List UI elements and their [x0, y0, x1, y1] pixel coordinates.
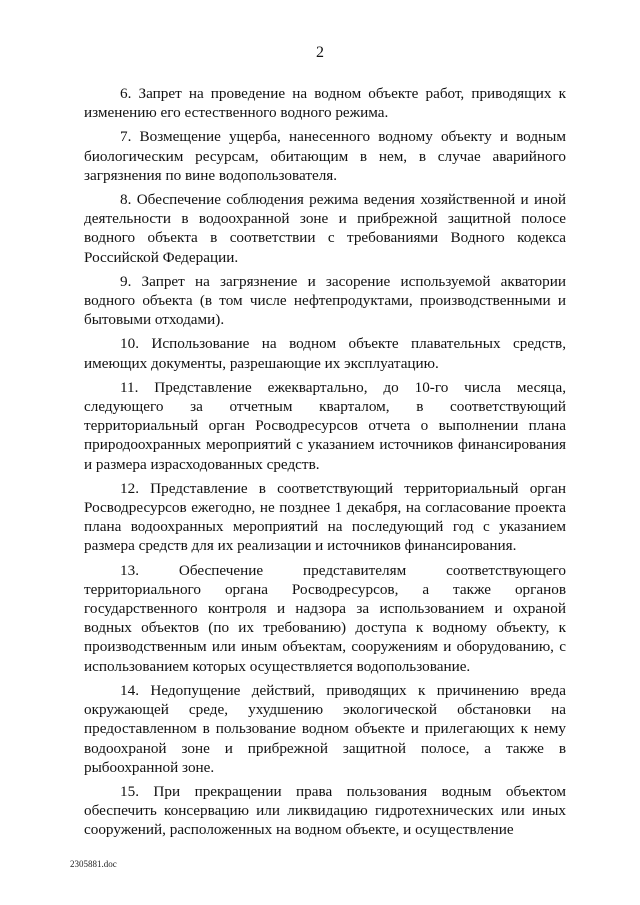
paragraph-10: 10. Использование на водном объекте плавательных средств, имеющих документы, разрешающие их эксплуатацию. [84, 335, 566, 372]
paragraph-7: 7. Возмещение ущерба, нанесенного водному объекту и водным биологическим ресурсам, обитающим в нем, в случае аварийного загрязнения по вине водопользователя. [84, 128, 566, 184]
paragraph-12: 12. Представление в соответствующий территориальный орган Росводресурсов ежегодно, не позднее 1 декабря, на согласование проекта плана водоохранных мероприятий на последующий год с указанием размера средств для их реализации и источников финансирования. [84, 479, 566, 555]
footer-file-name: 2305881.doc [70, 859, 117, 869]
paragraph-8: 8. Обеспечение соблюдения режима ведения хозяйственной и иной деятельности в водоохранной зоне и прибрежной защитной полосе водного объекта в соответствии с требованиями Водного кодекса Российской Федерации. [84, 191, 566, 266]
paragraph-6: 6. Запрет на проведение на водном объекте работ, приводящих к изменению его естественного водного режима. [84, 85, 566, 122]
paragraph-11: 11. Представление ежеквартально, до 10-го числа месяца, следующего за отчетным кварталом, в соответствующий территориальный орган Росводресурсов отчета о выполнении плана природоохранных мероприятий с указанием источников финансирования и размера израсходованных средств. [84, 378, 566, 473]
paragraph-13: 13. Обеспечение представителям соответствующего территориального органа Росводресурсов, а также органов государственного контроля и надзора за использованием и охраной водных объектов (по их требованию) доступа к водному объекту, к производственным или иным объектам, сооружениям и оборудованию, с использованием которых осуществляется водопользование. [84, 561, 566, 675]
paragraph-14: 14. Недопущение действий, приводящих к причинению вреда окружающей среде, ухудшению экологической обстановки на предоставленном в пользование водном объекте и прилегающих к нему водоохраной зоне и прибрежной защитной полосе, а также в рыбоохранной зоне. [84, 681, 566, 776]
paragraph-9: 9. Запрет на загрязнение и засорение используемой акватории водного объекта (в том числе нефтепродуктами, производственными и бытовыми отходами). [84, 272, 566, 329]
paragraph-15: 15. При прекращении права пользования водным объектом обеспечить консервацию или ликвидацию гидротехнических или иных сооружений, расположенных на водном объекте, и осуществление [84, 782, 566, 839]
page-number: 2 [316, 44, 324, 61]
document-body [84, 84, 566, 845]
